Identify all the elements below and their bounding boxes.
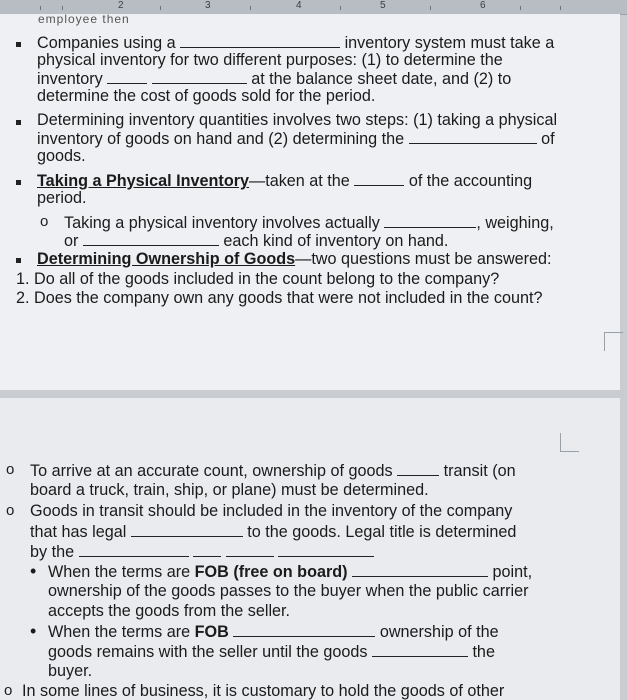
paragraph-line: period. <box>37 189 87 207</box>
paragraph-line: To arrive at an accurate count, ownership of goods transit (on <box>30 462 516 480</box>
fill-blank[interactable] <box>233 622 375 637</box>
paragraph-line: determine the cost of goods sold for the period. <box>37 87 376 105</box>
paragraph-line: Companies using a inventory system must take a <box>37 34 555 52</box>
bullet-dot: • <box>30 561 37 581</box>
paragraph-line: physical inventory for two different purposes: (1) to determine the <box>37 51 503 69</box>
fill-blank[interactable] <box>226 542 274 557</box>
paragraph-line: inventory at the balance sheet date, and (2) to <box>37 70 512 88</box>
numbered-question: 2. Does the company own any goods that were not included in the count? <box>16 289 543 307</box>
page-margin-corner <box>604 332 623 351</box>
paragraph-line: goods remains with the seller until the goods the <box>48 643 495 661</box>
ruler-tick <box>250 6 251 10</box>
ruler-tick <box>340 6 341 10</box>
fill-blank[interactable] <box>152 69 247 84</box>
ruler-tick <box>520 6 521 10</box>
ruler-number: 3 <box>205 0 211 11</box>
fill-blank[interactable] <box>397 461 439 476</box>
paragraph-line: Determining inventory quantities involves two steps: (1) taking a physical <box>37 111 558 129</box>
bullet-square <box>16 120 21 125</box>
bullet-square <box>16 180 21 185</box>
fill-blank[interactable] <box>352 562 488 577</box>
ruler-tick <box>160 6 161 10</box>
fill-blank[interactable] <box>193 542 221 557</box>
paragraph-line: or each kind of inventory on hand. <box>64 232 449 250</box>
bullet-square <box>16 42 21 47</box>
paragraph-line: board a truck, train, ship, or plane) must be determined. <box>30 481 429 499</box>
document-page-1 <box>0 14 620 390</box>
paragraph-line: accepts the goods from the seller. <box>48 602 291 620</box>
paragraph-line: by the <box>30 542 374 561</box>
fill-blank[interactable] <box>409 129 537 144</box>
paragraph-line: Goods in transit should be included in the inventory of the company <box>30 502 513 520</box>
paragraph-line: buyer. <box>48 662 93 680</box>
fill-blank[interactable] <box>372 642 468 657</box>
sub-bullet-circle: o <box>6 502 15 519</box>
fill-blank[interactable] <box>107 69 147 84</box>
fill-blank[interactable] <box>354 171 404 186</box>
paragraph-line: In some lines of business, it is customary to hold the goods of other <box>22 682 505 700</box>
ruler-number: 4 <box>296 0 302 11</box>
paragraph-line: Taking a Physical Inventory—taken at the of the accounting <box>37 172 533 190</box>
ruler-number: 5 <box>380 0 386 11</box>
ruler-tick <box>560 6 561 10</box>
page-margin-corner <box>560 433 579 452</box>
ruler-number: 6 <box>480 0 486 11</box>
fill-blank[interactable] <box>384 213 476 228</box>
bullet-square <box>16 258 21 263</box>
ruler-tick <box>430 6 431 10</box>
bullet-dot: • <box>30 621 37 641</box>
fill-blank[interactable] <box>83 231 219 246</box>
paragraph-line: inventory of goods on hand and (2) determining the of <box>37 130 555 148</box>
fill-blank[interactable] <box>180 33 340 48</box>
numbered-question: 1. Do all of the goods included in the count belong to the company? <box>16 270 500 288</box>
cutoff-text: employee then <box>38 12 130 26</box>
paragraph-line: When the terms are FOB ownership of the <box>48 623 499 641</box>
paragraph-line: ownership of the goods passes to the buyer when the public carrier <box>48 582 529 600</box>
document-page-2 <box>0 398 620 700</box>
paragraph-line: When the terms are FOB (free on board) point, <box>48 563 533 581</box>
fill-blank[interactable] <box>131 522 243 537</box>
paragraph-line: Taking a physical inventory involves actually , weighing, <box>64 214 554 232</box>
paragraph-line: that has legal to the goods. Legal title is determined <box>30 523 517 541</box>
ruler-tick <box>62 6 63 10</box>
paragraph-line: goods. <box>37 147 86 165</box>
sub-bullet-circle: o <box>6 461 15 478</box>
sub-bullet-circle: o <box>4 682 13 699</box>
ruler-tick <box>40 6 41 10</box>
fill-blank[interactable] <box>79 542 189 557</box>
sub-bullet-circle: o <box>40 213 49 230</box>
paragraph-line: Determining Ownership of Goods—two questions must be answered: <box>37 250 552 268</box>
fill-blank[interactable] <box>278 542 374 557</box>
ruler-number: 2 <box>118 0 124 11</box>
